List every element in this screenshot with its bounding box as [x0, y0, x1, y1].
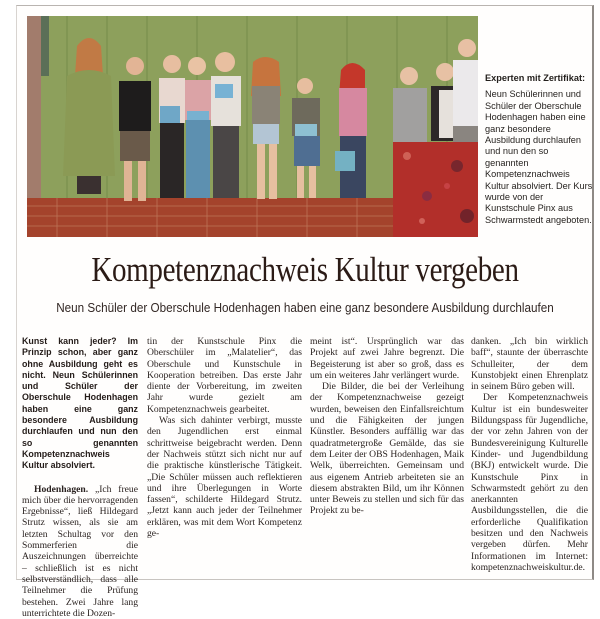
- caption-title: Experten mit Zertifikat:: [485, 73, 586, 83]
- article-paragraph: Der Kompetenznachweis Kultur ist ein bundesweiter Bildungspass für Jugendliche, der vor zehn Jahren von der Bundesvereinigung Kulturelle Kinder- und Jugendbildung (BKJ) entwickelt wurde. Die Kunstschule Pinx in Schwarmstedt gehört zu den anerkannten Ausbildungsstellen, die die erforderliche Qualifikation besitzen und den Nachweis vergeben dürfen. Mehr Informationen im Internet: kompetenznachweiskultur.de.: [471, 392, 588, 573]
- article-subheadline: Neun Schüler der Oberschule Hodenhagen haben eine ganz besondere Ausbildung durchlaufen: [56, 300, 554, 315]
- article-column-3: [310, 336, 464, 517]
- article-headline: Kompetenznachweis Kultur vergeben: [91, 250, 519, 289]
- photo-caption: [485, 73, 593, 226]
- article-column-4: [471, 336, 588, 573]
- article-paragraph: Was sich dahinter verbirgt, musste den Jugendlichen erst einmal schrittweise beigebracht werden. Denn der Nachweis stützt sich nicht nur auf die praktische künstlerische Tätigkeit. „Die Schüler müssen auch reflektieren und ihre Überlegungen in Worte fassen“, schilderte Hildegard Strutz. „Jetzt kann auch jeder der Teilnehmer erklären, was mit dem Wort Kompetenz ge-: [147, 415, 302, 540]
- caption-text: Neun Schülerinnen und Schüler der Oberschule Hodenhagen haben eine ganz besondere Ausbildung durchlaufen und nun den so genannten Kompetenznachweis Kultur absolviert. Der Kurs wurde von der Kunstschule Pinx aus Schwarmstedt angeboten.: [485, 89, 593, 225]
- article-photo: [27, 16, 478, 237]
- article-lead: Kunst kann jeder? Im Prinzip schon, aber ganz ohne Ausbildung geht es nicht. Neun Schülerinnen und Schüler der Oberschule Hodenhagen haben eine ganz besondere Ausbildung durchlaufen und nun den so genannten Kompetenznachweis Kultur absolviert.: [22, 336, 138, 471]
- paragraph-text: „Ich freue mich über die hervorragenden Ergebnisse“, ließ Hildegard Strutz wissen, als sie am letzten Schultag vor den Sommerferien die Auszeichnungen überreichte – schließlich ist es nicht selbstverständlich, dass alle Teilnehmer die Prüfung bestehen. Zwei Jahre lang unterrichtete die Dozen-: [22, 483, 138, 619]
- article-paragraph: [22, 484, 138, 619]
- article-paragraph: meint ist“. Ursprünglich war das Projekt auf zwei Jahre begrenzt. Die Begeisterung ist aber so groß, dass es um ein weiteres Jahr verlängert wurde.: [310, 336, 464, 381]
- dateline: Hodenhagen.: [34, 483, 89, 495]
- article-column-1: [22, 336, 138, 619]
- article-column-2: [147, 336, 302, 539]
- article-paragraph: tin der Kunstschule Pinx die Oberschüler im „Malatelier“, das Oberschule und Kunstschule in Kooperation betreiben. Das erste Jahr diente der Vorbereitung, im zweiten Jahr wurde gezielt am Kompetenznachweis gearbeitet.: [147, 336, 302, 415]
- article-paragraph: danken. „Ich bin wirklich baff“, staunte der überraschte Schulleiter, der dem Kunstobjekt einen Ehrenplatz in seinem Büro geben will.: [471, 336, 588, 393]
- article-paragraph: Die Bilder, die bei der Verleihung der Kompetenznachweise gezeigt wurden, beweisen den Einfallsreichtum und die Fähigkeiten der jungen Künstler. Besonders auffällig war das quadratmetergroße Gemälde, das sie dem Leiter der OBS Hodenhagen, Maik Welk, überreichten. Gemeinsam und aus eigenem Antrieb arbeiteten sie an diesem abstrakten Bild, um ihr Können unter Beweis zu stellen und sich für das Projekt zu be-: [310, 381, 464, 517]
